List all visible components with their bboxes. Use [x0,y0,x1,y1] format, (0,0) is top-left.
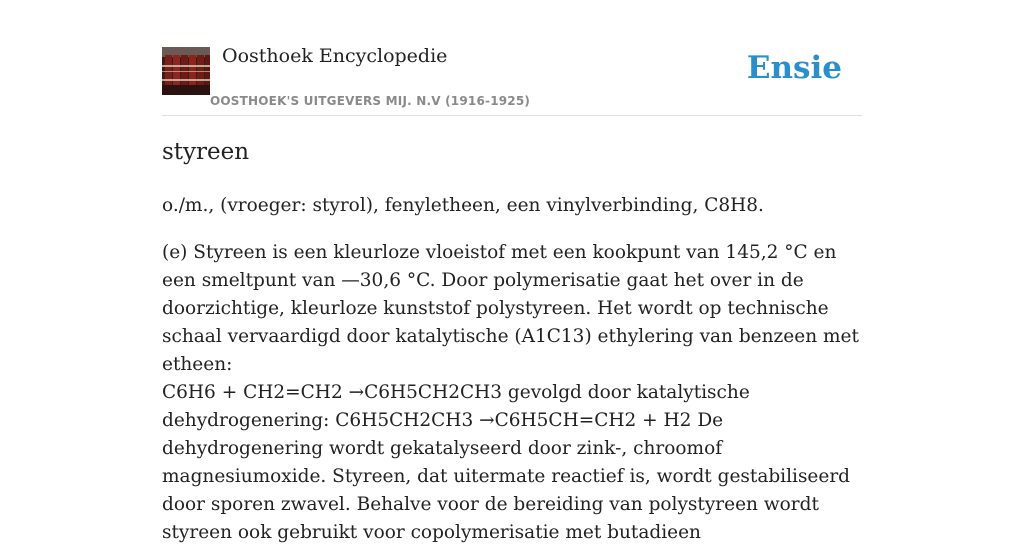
entry-title: styreen [162,139,250,165]
ensie-logo[interactable]: Ensie [746,50,842,86]
source-subtitle: OOSTHOEK'S UITGEVERS MIJ. N.V (1916-1925) [210,94,531,108]
entry-paragraph-definition: o./m., (vroeger: styrol), fenyletheen, een vinylverbinding, C8H8. [162,195,764,216]
encyclopedia-books-icon[interactable] [162,47,210,95]
source-title[interactable]: Oosthoek Encyclopedie [222,45,448,67]
entry-paragraph-production: C6H6 + CH2=CH2 →C6H5CH2CH3 gevolgd door katalytische dehydrogenering: C6H5CH2CH3 →C6H5CH=CH2 + H2 De dehydrogenering wordt gekatalyseerd door zink-, chroomof magnesiumoxide. Styreen, dat uitermate reactief is, wordt gestabiliseerd door sporen zwavel. Behalve voor de bereiding van polystyreen wordt styreen ook gebruikt voor copolymerisatie met butadieen [162,382,851,543]
entry-paragraph-properties: (e) Styreen is een kleurloze vloeistof met een kookpunt van 145,2 °C en een smeltpunt van —30,6 °C. Door polymerisatie gaat het over in de doorzichtige, kleurloze kunststof polystyreen. Het wordt op technische schaal vervaardigd door katalytische (A1C13) ethylering van benzeen met etheen: [162,242,859,375]
source-header [162,0,862,116]
page [162,0,862,543]
books-illustration [162,47,210,95]
